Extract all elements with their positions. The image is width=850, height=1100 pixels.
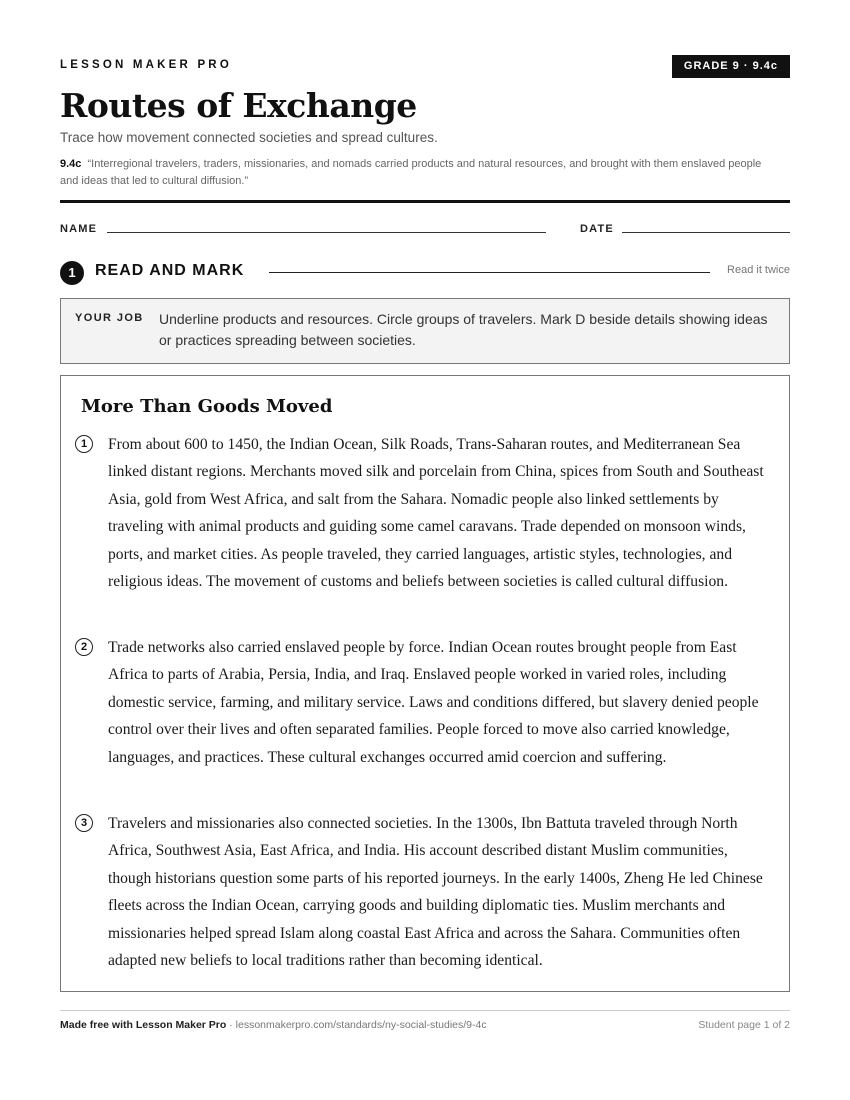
name-date-row <box>60 221 790 237</box>
paragraph-number: 2 <box>75 638 93 656</box>
paragraph-text: Trade networks also carried enslaved people by force. Indian Ocean routes brought people from East Africa to parts of Arabia, Persia, India, and Iraq. Enslaved people worked in varied roles, including domestic service, farming, and military service. Laws and conditions differed, but slavery denied people control over their lives and often separated families. People forced to move also carried knowledge, languages, and practices. These cultural exchanges occurred amid coercion and suffering. <box>108 639 759 766</box>
footer-divider <box>60 1010 790 1011</box>
job-label: YOUR JOB <box>75 312 144 324</box>
section-header <box>60 260 790 284</box>
standard-code: 9.4c <box>60 158 82 170</box>
date-field[interactable] <box>622 232 790 233</box>
paragraph-text: From about 600 to 1450, the Indian Ocean, Silk Roads, Trans-Saharan routes, and Mediterranean Sea linked distant regions. Merchants moved silk and porcelain from China, spices from South and Southeast Asia, gold from West Africa, and salt from the Sahara. Nomadic people also linked settlements by traveling with animal products and guiding some camel caravans. Trade depended on monsoon winds, ports, and market cities. As people traveled, they carried languages, artistic styles, technologies, and religious ideas. The movement of customs and beliefs between societies is called cultural diffusion. <box>108 436 764 591</box>
paragraph-number: 3 <box>75 814 93 832</box>
date-label: DATE <box>580 223 614 235</box>
reading-passage <box>60 375 790 992</box>
footer-url[interactable]: lessonmakerpro.com/standards/ny-social-studies/9-4c <box>235 1019 487 1031</box>
job-instructions: Underline products and resources. Circle groups of travelers. Mark D beside details showing ideas or practices spreading between societies. <box>159 311 768 348</box>
standard-text: “Interregional travelers, traders, missionaries, and nomads carried products and natural resources, and brought with them enslaved people and ideas that led to cultural diffusion.” <box>60 158 762 187</box>
paragraph-text: Travelers and missionaries also connected societies. In the 1300s, Ibn Battuta traveled through North Africa, Southwest Asia, East Africa, and India. His account described distant Muslim communities, though historians question some parts of his reported journeys. In the early 1400s, Zheng He led Chinese fleets across the Indian Ocean, carrying goods and building diplomatic ties. Muslim merchants and missionaries helped spread Islam along coastal East Africa and across the Sahara. Communities often adapted new beliefs to local traditions rather than becoming identical. <box>108 815 763 970</box>
passage-title: More Than Goods Moved <box>81 396 333 417</box>
footer-made-with: Made free with Lesson Maker Pro <box>60 1019 227 1031</box>
standard-quote <box>60 156 780 190</box>
page-number: Student page 1 of 2 <box>698 1019 790 1031</box>
page-title: Routes of Exchange <box>60 86 417 125</box>
section-divider <box>269 272 710 273</box>
footer <box>60 1019 790 1031</box>
brand-name: LESSON MAKER PRO <box>60 59 232 71</box>
paragraph-number: 1 <box>75 435 93 453</box>
name-field[interactable] <box>107 232 546 233</box>
grade-badge: GRADE 9 · 9.4c <box>672 55 790 78</box>
section-note: Read it twice <box>727 264 790 276</box>
job-box <box>60 298 790 364</box>
section-title: READ AND MARK <box>95 262 245 279</box>
page-subtitle: Trace how movement connected societies and spread cultures. <box>60 130 438 145</box>
header-divider <box>60 200 790 203</box>
footer-separator: · <box>226 1019 236 1031</box>
top-bar <box>60 55 790 79</box>
name-label: NAME <box>60 223 98 235</box>
section-number: 1 <box>60 261 84 285</box>
